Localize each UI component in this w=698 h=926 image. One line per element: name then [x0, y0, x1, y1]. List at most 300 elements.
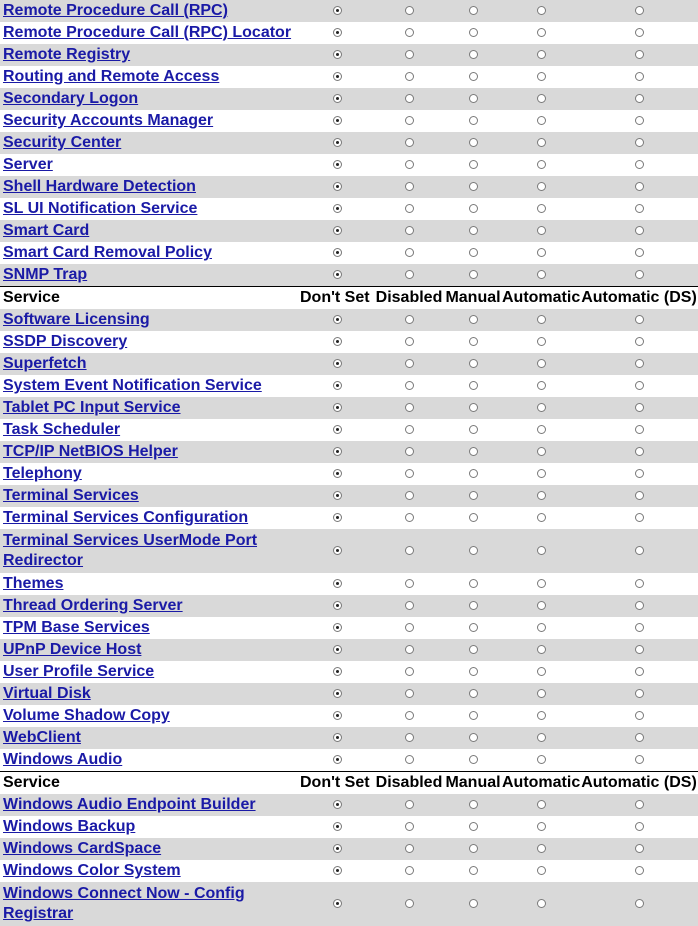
- startup-type-radio[interactable]: [333, 381, 342, 390]
- startup-type-radio[interactable]: [469, 72, 478, 81]
- startup-type-radio[interactable]: [635, 755, 644, 764]
- startup-type-radio[interactable]: [635, 667, 644, 676]
- startup-type-radio[interactable]: [537, 425, 546, 434]
- startup-type-radio[interactable]: [537, 337, 546, 346]
- service-link[interactable]: Superfetch: [3, 355, 87, 372]
- service-name-cell: [0, 375, 300, 397]
- service-link[interactable]: Volume Shadow Copy: [3, 707, 170, 724]
- startup-type-radio[interactable]: [537, 513, 546, 522]
- startup-type-radio[interactable]: [537, 822, 546, 831]
- startup-type-radio[interactable]: [537, 160, 546, 169]
- startup-type-radio[interactable]: [333, 28, 342, 37]
- startup-type-radio[interactable]: [537, 623, 546, 632]
- option-cell: [444, 683, 502, 705]
- startup-type-radio[interactable]: [635, 403, 644, 412]
- service-link[interactable]: User Profile Service: [3, 663, 155, 680]
- option-cell: [300, 242, 374, 264]
- service-link[interactable]: Windows Connect Now - Config Registrar: [3, 885, 245, 922]
- service-link[interactable]: SNMP Trap: [3, 266, 88, 283]
- startup-type-radio[interactable]: [405, 447, 414, 456]
- startup-type-radio[interactable]: [333, 601, 342, 610]
- startup-type-radio[interactable]: [469, 711, 478, 720]
- startup-type-radio[interactable]: [333, 844, 342, 853]
- service-link[interactable]: SL UI Notification Service: [3, 200, 198, 217]
- service-link[interactable]: Telephony: [3, 465, 82, 482]
- table-header-row: [0, 287, 698, 310]
- startup-type-radio[interactable]: [635, 447, 644, 456]
- startup-type-radio[interactable]: [405, 866, 414, 875]
- option-cell: [502, 860, 580, 882]
- startup-type-radio[interactable]: [405, 491, 414, 500]
- option-cell: [444, 88, 502, 110]
- startup-type-radio[interactable]: [537, 899, 546, 908]
- option-cell: [580, 66, 698, 88]
- startup-type-radio[interactable]: [333, 248, 342, 257]
- table-row: [0, 639, 698, 661]
- startup-type-radio[interactable]: [635, 359, 644, 368]
- startup-type-radio[interactable]: [469, 755, 478, 764]
- startup-type-radio[interactable]: [333, 94, 342, 103]
- startup-type-radio[interactable]: [469, 226, 478, 235]
- column-header-service: Service: [0, 287, 300, 310]
- service-link[interactable]: Remote Procedure Call (RPC) Locator: [3, 24, 292, 41]
- option-cell: [300, 419, 374, 441]
- startup-type-radio[interactable]: [537, 381, 546, 390]
- service-link[interactable]: Tablet PC Input Service: [3, 399, 181, 416]
- startup-type-radio[interactable]: [635, 226, 644, 235]
- startup-type-radio[interactable]: [333, 866, 342, 875]
- startup-type-radio[interactable]: [537, 403, 546, 412]
- startup-type-radio[interactable]: [635, 579, 644, 588]
- startup-type-radio[interactable]: [333, 226, 342, 235]
- startup-type-radio[interactable]: [333, 182, 342, 191]
- startup-type-radio[interactable]: [635, 204, 644, 213]
- option-cell: [374, 110, 444, 132]
- service-link[interactable]: Windows Backup: [3, 818, 136, 835]
- startup-type-radio[interactable]: [405, 72, 414, 81]
- startup-type-radio[interactable]: [469, 94, 478, 103]
- startup-type-radio[interactable]: [635, 315, 644, 324]
- startup-type-radio[interactable]: [537, 204, 546, 213]
- startup-type-radio[interactable]: [405, 315, 414, 324]
- table-row: [0, 441, 698, 463]
- startup-type-radio[interactable]: [405, 204, 414, 213]
- startup-type-radio[interactable]: [333, 711, 342, 720]
- startup-type-radio[interactable]: [635, 623, 644, 632]
- startup-type-radio[interactable]: [469, 491, 478, 500]
- service-link[interactable]: Routing and Remote Access: [3, 68, 220, 85]
- startup-type-radio[interactable]: [537, 138, 546, 147]
- startup-type-radio[interactable]: [405, 138, 414, 147]
- startup-type-radio[interactable]: [333, 447, 342, 456]
- startup-type-radio[interactable]: [635, 28, 644, 37]
- startup-type-radio[interactable]: [405, 116, 414, 125]
- service-name-cell: [0, 309, 300, 331]
- service-link[interactable]: UPnP Device Host: [3, 641, 142, 658]
- startup-type-radio[interactable]: [405, 623, 414, 632]
- startup-type-radio[interactable]: [469, 359, 478, 368]
- option-cell: [502, 22, 580, 44]
- startup-type-radio[interactable]: [635, 270, 644, 279]
- startup-type-radio[interactable]: [405, 28, 414, 37]
- startup-type-radio[interactable]: [333, 733, 342, 742]
- option-cell: [300, 441, 374, 463]
- startup-type-radio[interactable]: [537, 579, 546, 588]
- service-name-cell: [0, 198, 300, 220]
- startup-type-radio[interactable]: [469, 447, 478, 456]
- startup-type-radio[interactable]: [405, 50, 414, 59]
- startup-type-radio[interactable]: [635, 844, 644, 853]
- startup-type-radio[interactable]: [333, 822, 342, 831]
- startup-type-radio[interactable]: [635, 50, 644, 59]
- startup-type-radio[interactable]: [333, 667, 342, 676]
- startup-type-radio[interactable]: [405, 899, 414, 908]
- startup-type-radio[interactable]: [469, 270, 478, 279]
- startup-type-radio[interactable]: [469, 425, 478, 434]
- service-link[interactable]: TPM Base Services: [3, 619, 150, 636]
- startup-type-radio[interactable]: [537, 50, 546, 59]
- option-cell: [580, 617, 698, 639]
- option-cell: [580, 88, 698, 110]
- startup-type-radio[interactable]: [537, 28, 546, 37]
- option-cell: [444, 22, 502, 44]
- startup-type-radio[interactable]: [333, 160, 342, 169]
- startup-type-radio[interactable]: [405, 822, 414, 831]
- option-cell: [444, 375, 502, 397]
- service-link[interactable]: TCP/IP NetBIOS Helper: [3, 443, 178, 460]
- startup-type-radio[interactable]: [333, 645, 342, 654]
- startup-type-radio[interactable]: [537, 182, 546, 191]
- option-cell: [502, 816, 580, 838]
- option-cell: [300, 220, 374, 242]
- startup-type-radio[interactable]: [635, 6, 644, 15]
- startup-type-radio[interactable]: [469, 822, 478, 831]
- option-cell: [300, 683, 374, 705]
- startup-type-radio[interactable]: [405, 160, 414, 169]
- startup-type-radio[interactable]: [469, 513, 478, 522]
- startup-type-radio[interactable]: [635, 94, 644, 103]
- startup-type-radio[interactable]: [635, 800, 644, 809]
- option-cell: [300, 154, 374, 176]
- startup-type-radio[interactable]: [635, 822, 644, 831]
- startup-type-radio[interactable]: [537, 755, 546, 764]
- service-link[interactable]: Thread Ordering Server: [3, 597, 183, 614]
- startup-type-radio[interactable]: [537, 248, 546, 257]
- startup-type-radio[interactable]: [537, 844, 546, 853]
- service-link[interactable]: Software Licensing: [3, 311, 150, 328]
- startup-type-radio[interactable]: [405, 226, 414, 235]
- startup-type-radio[interactable]: [635, 469, 644, 478]
- service-link[interactable]: Terminal Services UserMode Port Redirector: [3, 532, 258, 569]
- startup-type-radio[interactable]: [635, 381, 644, 390]
- service-link[interactable]: Themes: [3, 575, 64, 592]
- startup-type-radio[interactable]: [537, 6, 546, 15]
- startup-type-radio[interactable]: [635, 337, 644, 346]
- startup-type-radio[interactable]: [469, 315, 478, 324]
- startup-type-radio[interactable]: [635, 182, 644, 191]
- table-row: [0, 0, 698, 22]
- option-cell: [444, 485, 502, 507]
- startup-type-radio[interactable]: [469, 182, 478, 191]
- option-cell: [444, 816, 502, 838]
- startup-type-radio[interactable]: [469, 381, 478, 390]
- service-link[interactable]: Server: [3, 156, 53, 173]
- startup-type-radio[interactable]: [537, 116, 546, 125]
- startup-type-radio[interactable]: [469, 160, 478, 169]
- startup-type-radio[interactable]: [537, 645, 546, 654]
- startup-type-radio[interactable]: [537, 733, 546, 742]
- startup-type-radio[interactable]: [405, 733, 414, 742]
- startup-type-radio[interactable]: [405, 689, 414, 698]
- startup-type-radio[interactable]: [405, 755, 414, 764]
- startup-type-radio[interactable]: [635, 160, 644, 169]
- startup-type-radio[interactable]: [635, 689, 644, 698]
- startup-type-radio[interactable]: [635, 425, 644, 434]
- startup-type-radio[interactable]: [635, 491, 644, 500]
- startup-type-radio[interactable]: [635, 138, 644, 147]
- startup-type-radio[interactable]: [469, 204, 478, 213]
- startup-type-radio[interactable]: [333, 579, 342, 588]
- table-row: [0, 309, 698, 331]
- startup-type-radio[interactable]: [469, 337, 478, 346]
- startup-type-radio[interactable]: [333, 116, 342, 125]
- service-name-cell: [0, 44, 300, 66]
- startup-type-radio[interactable]: [537, 359, 546, 368]
- service-name-cell: [0, 705, 300, 727]
- startup-type-radio[interactable]: [405, 469, 414, 478]
- startup-type-radio[interactable]: [405, 182, 414, 191]
- service-name-cell: [0, 22, 300, 44]
- option-cell: [444, 353, 502, 375]
- startup-type-radio[interactable]: [537, 866, 546, 875]
- startup-type-radio[interactable]: [635, 601, 644, 610]
- startup-type-radio[interactable]: [469, 623, 478, 632]
- startup-type-radio[interactable]: [405, 403, 414, 412]
- startup-type-radio[interactable]: [333, 337, 342, 346]
- startup-type-radio[interactable]: [469, 546, 478, 555]
- startup-type-radio[interactable]: [333, 359, 342, 368]
- option-cell: [502, 397, 580, 419]
- startup-type-radio[interactable]: [537, 270, 546, 279]
- column-header-option: Manual: [444, 287, 502, 310]
- startup-type-radio[interactable]: [469, 733, 478, 742]
- option-cell: [444, 639, 502, 661]
- startup-type-radio[interactable]: [405, 800, 414, 809]
- startup-type-radio[interactable]: [333, 800, 342, 809]
- option-cell: [374, 683, 444, 705]
- service-link[interactable]: Virtual Disk: [3, 685, 91, 702]
- service-link[interactable]: Terminal Services: [3, 487, 139, 504]
- column-header-option: Automatic: [502, 772, 580, 795]
- service-name-cell: [0, 507, 300, 529]
- service-link[interactable]: Secondary Logon: [3, 90, 139, 107]
- startup-type-radio[interactable]: [469, 138, 478, 147]
- column-header-option: Automatic (DS): [580, 287, 698, 310]
- startup-type-radio[interactable]: [635, 248, 644, 257]
- startup-type-radio[interactable]: [537, 447, 546, 456]
- startup-type-radio[interactable]: [537, 601, 546, 610]
- service-link[interactable]: Windows CardSpace: [3, 840, 162, 857]
- startup-type-radio[interactable]: [469, 689, 478, 698]
- service-link[interactable]: Smart Card: [3, 222, 90, 239]
- startup-type-radio[interactable]: [333, 50, 342, 59]
- table-row: [0, 132, 698, 154]
- service-link[interactable]: Windows Color System: [3, 862, 181, 879]
- option-cell: [444, 220, 502, 242]
- startup-type-radio[interactable]: [333, 469, 342, 478]
- service-link[interactable]: Security Center: [3, 134, 122, 151]
- option-cell: [444, 573, 502, 595]
- startup-type-radio[interactable]: [405, 844, 414, 853]
- option-cell: [502, 44, 580, 66]
- option-cell: [300, 661, 374, 683]
- startup-type-radio[interactable]: [635, 546, 644, 555]
- startup-type-radio[interactable]: [405, 546, 414, 555]
- startup-type-radio[interactable]: [405, 513, 414, 522]
- startup-type-radio[interactable]: [333, 689, 342, 698]
- service-name-cell: [0, 264, 300, 287]
- service-link[interactable]: Smart Card Removal Policy: [3, 244, 212, 261]
- startup-type-radio[interactable]: [537, 94, 546, 103]
- startup-type-radio[interactable]: [469, 601, 478, 610]
- option-cell: [300, 198, 374, 220]
- service-name-cell: [0, 176, 300, 198]
- startup-type-radio[interactable]: [537, 469, 546, 478]
- startup-type-radio[interactable]: [333, 513, 342, 522]
- service-link[interactable]: Remote Procedure Call (RPC): [3, 2, 228, 19]
- option-cell: [502, 264, 580, 287]
- startup-type-radio[interactable]: [469, 800, 478, 809]
- startup-type-radio[interactable]: [333, 138, 342, 147]
- startup-type-radio[interactable]: [469, 667, 478, 676]
- startup-type-radio[interactable]: [333, 546, 342, 555]
- startup-type-radio[interactable]: [405, 359, 414, 368]
- service-link[interactable]: Windows Audio Endpoint Builder: [3, 796, 256, 813]
- startup-type-radio[interactable]: [537, 226, 546, 235]
- startup-type-radio[interactable]: [635, 645, 644, 654]
- startup-type-radio[interactable]: [469, 248, 478, 257]
- service-link[interactable]: Remote Registry: [3, 46, 131, 63]
- startup-type-radio[interactable]: [405, 248, 414, 257]
- startup-type-radio[interactable]: [537, 72, 546, 81]
- startup-type-radio[interactable]: [635, 116, 644, 125]
- startup-type-radio[interactable]: [537, 546, 546, 555]
- option-cell: [300, 529, 374, 573]
- startup-type-radio[interactable]: [405, 381, 414, 390]
- option-cell: [580, 485, 698, 507]
- startup-type-radio[interactable]: [405, 711, 414, 720]
- startup-type-radio[interactable]: [405, 667, 414, 676]
- option-cell: [580, 397, 698, 419]
- service-link[interactable]: Terminal Services Configuration: [3, 509, 249, 526]
- startup-type-radio[interactable]: [469, 579, 478, 588]
- service-link[interactable]: Task Scheduler: [3, 421, 121, 438]
- startup-type-radio[interactable]: [405, 579, 414, 588]
- service-link[interactable]: Security Accounts Manager: [3, 112, 214, 129]
- option-cell: [444, 661, 502, 683]
- service-name-cell: [0, 132, 300, 154]
- option-cell: [502, 595, 580, 617]
- startup-type-radio[interactable]: [537, 491, 546, 500]
- startup-type-radio[interactable]: [333, 425, 342, 434]
- table-row: [0, 816, 698, 838]
- startup-type-radio[interactable]: [333, 755, 342, 764]
- startup-type-radio[interactable]: [333, 899, 342, 908]
- startup-type-radio[interactable]: [333, 6, 342, 15]
- startup-type-radio[interactable]: [537, 711, 546, 720]
- service-name-cell: [0, 463, 300, 485]
- startup-type-radio[interactable]: [469, 469, 478, 478]
- startup-type-radio[interactable]: [537, 800, 546, 809]
- option-cell: [580, 639, 698, 661]
- startup-type-radio[interactable]: [537, 667, 546, 676]
- table-row: [0, 573, 698, 595]
- startup-type-radio[interactable]: [635, 733, 644, 742]
- option-cell: [444, 242, 502, 264]
- startup-type-radio[interactable]: [635, 711, 644, 720]
- startup-type-radio[interactable]: [469, 116, 478, 125]
- startup-type-radio[interactable]: [333, 72, 342, 81]
- table-row: [0, 727, 698, 749]
- table-row: [0, 264, 698, 287]
- startup-type-radio[interactable]: [333, 491, 342, 500]
- startup-type-radio[interactable]: [333, 403, 342, 412]
- startup-type-radio[interactable]: [469, 6, 478, 15]
- startup-type-radio[interactable]: [635, 866, 644, 875]
- startup-type-radio[interactable]: [333, 204, 342, 213]
- service-link[interactable]: System Event Notification Service: [3, 377, 262, 394]
- startup-type-radio[interactable]: [405, 270, 414, 279]
- startup-type-radio[interactable]: [333, 270, 342, 279]
- startup-type-radio[interactable]: [469, 645, 478, 654]
- startup-type-radio[interactable]: [333, 623, 342, 632]
- startup-type-radio[interactable]: [635, 513, 644, 522]
- startup-type-radio[interactable]: [469, 866, 478, 875]
- service-link[interactable]: WebClient: [3, 729, 81, 746]
- startup-type-radio[interactable]: [469, 403, 478, 412]
- option-cell: [502, 441, 580, 463]
- startup-type-radio[interactable]: [405, 425, 414, 434]
- service-link[interactable]: Windows Audio: [3, 751, 123, 768]
- option-cell: [374, 749, 444, 772]
- startup-type-radio[interactable]: [333, 315, 342, 324]
- service-link[interactable]: SSDP Discovery: [3, 333, 128, 350]
- option-cell: [580, 176, 698, 198]
- startup-type-radio[interactable]: [405, 601, 414, 610]
- table-row: [0, 88, 698, 110]
- option-cell: [444, 617, 502, 639]
- startup-type-radio[interactable]: [635, 899, 644, 908]
- startup-type-radio[interactable]: [405, 94, 414, 103]
- option-cell: [580, 838, 698, 860]
- startup-type-radio[interactable]: [469, 899, 478, 908]
- startup-type-radio[interactable]: [405, 337, 414, 346]
- startup-type-radio[interactable]: [405, 645, 414, 654]
- table-row: [0, 22, 698, 44]
- startup-type-radio[interactable]: [537, 689, 546, 698]
- option-cell: [300, 573, 374, 595]
- service-name-cell: [0, 154, 300, 176]
- startup-type-radio[interactable]: [537, 315, 546, 324]
- startup-type-radio[interactable]: [469, 50, 478, 59]
- table-row: [0, 485, 698, 507]
- startup-type-radio[interactable]: [469, 28, 478, 37]
- startup-type-radio[interactable]: [469, 844, 478, 853]
- startup-type-radio[interactable]: [635, 72, 644, 81]
- option-cell: [300, 882, 374, 926]
- startup-type-radio[interactable]: [405, 6, 414, 15]
- service-link[interactable]: Shell Hardware Detection: [3, 178, 196, 195]
